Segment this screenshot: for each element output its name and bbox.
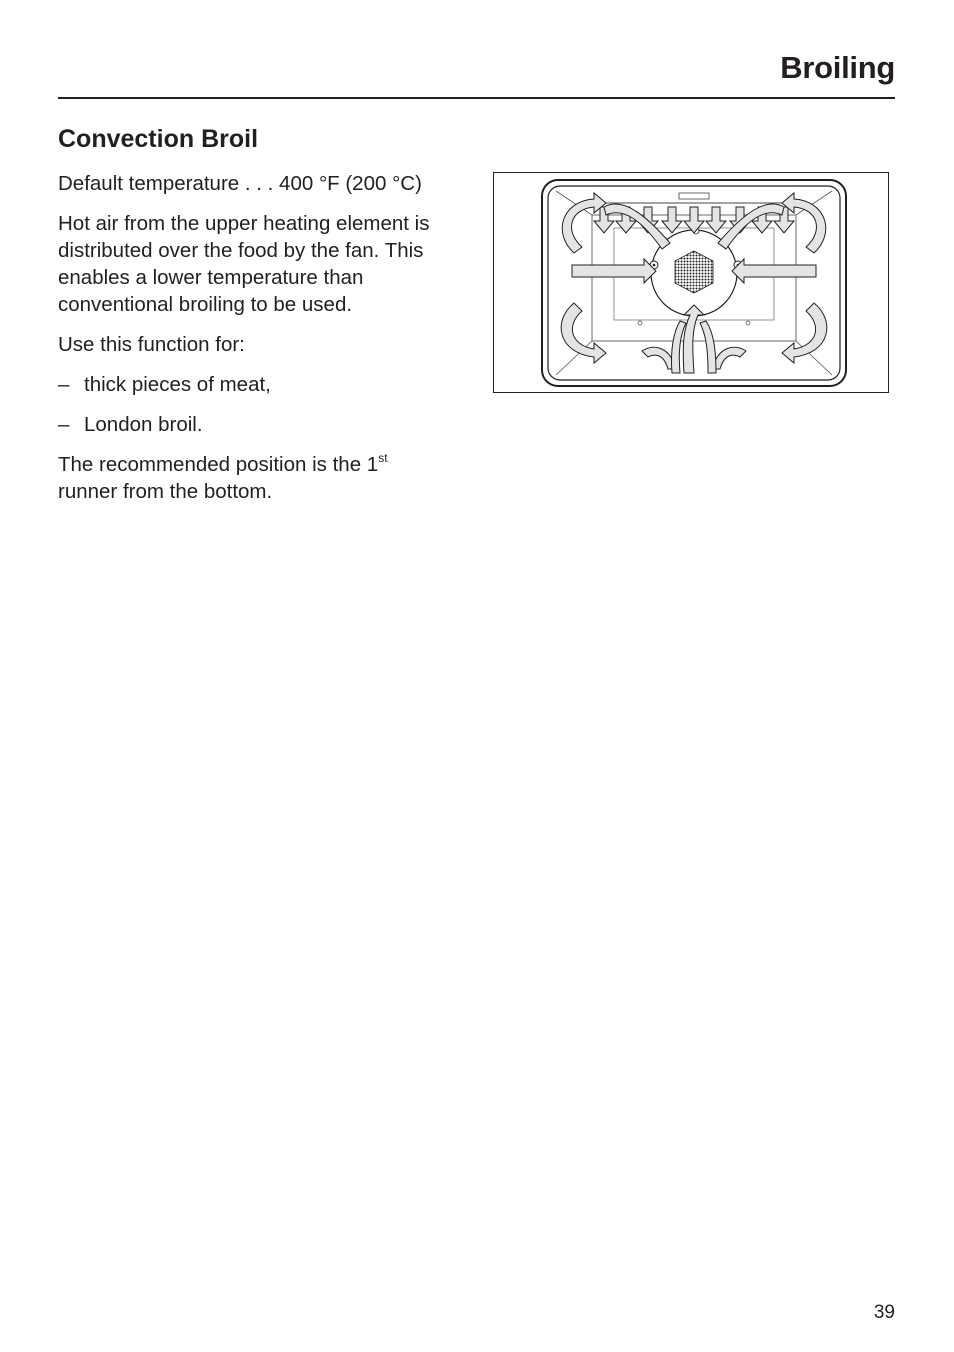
position-paragraph xyxy=(58,451,478,505)
list-item xyxy=(58,371,478,398)
use-intro: Use this function for: xyxy=(58,333,245,356)
position-ordinal: st xyxy=(378,451,388,465)
page-title: Broiling xyxy=(780,50,895,85)
list-item xyxy=(58,411,478,438)
position-text-2: runner from the bottom. xyxy=(58,480,273,503)
page-number: 39 xyxy=(873,1302,895,1323)
default-temperature: Default temperature . . . 400 °F (200 °C) xyxy=(58,172,422,195)
description-paragraph: Hot air from the upper heating element is distributed over the food by the fan. This enables a lower temperature than conventional broiling to be used. xyxy=(58,212,430,316)
section-title: Convection Broil xyxy=(58,125,259,153)
list-item-text: thick pieces of meat, xyxy=(84,373,271,396)
position-text: The recommended position is the 1 xyxy=(58,453,379,476)
header-rule xyxy=(58,97,895,99)
list-dash: – xyxy=(58,413,70,436)
oven-airflow-diagram-icon xyxy=(494,173,890,394)
list-dash: – xyxy=(58,373,70,396)
list-item-text: London broil. xyxy=(84,413,203,436)
body-text xyxy=(58,170,478,518)
oven-airflow-figure xyxy=(493,172,889,393)
